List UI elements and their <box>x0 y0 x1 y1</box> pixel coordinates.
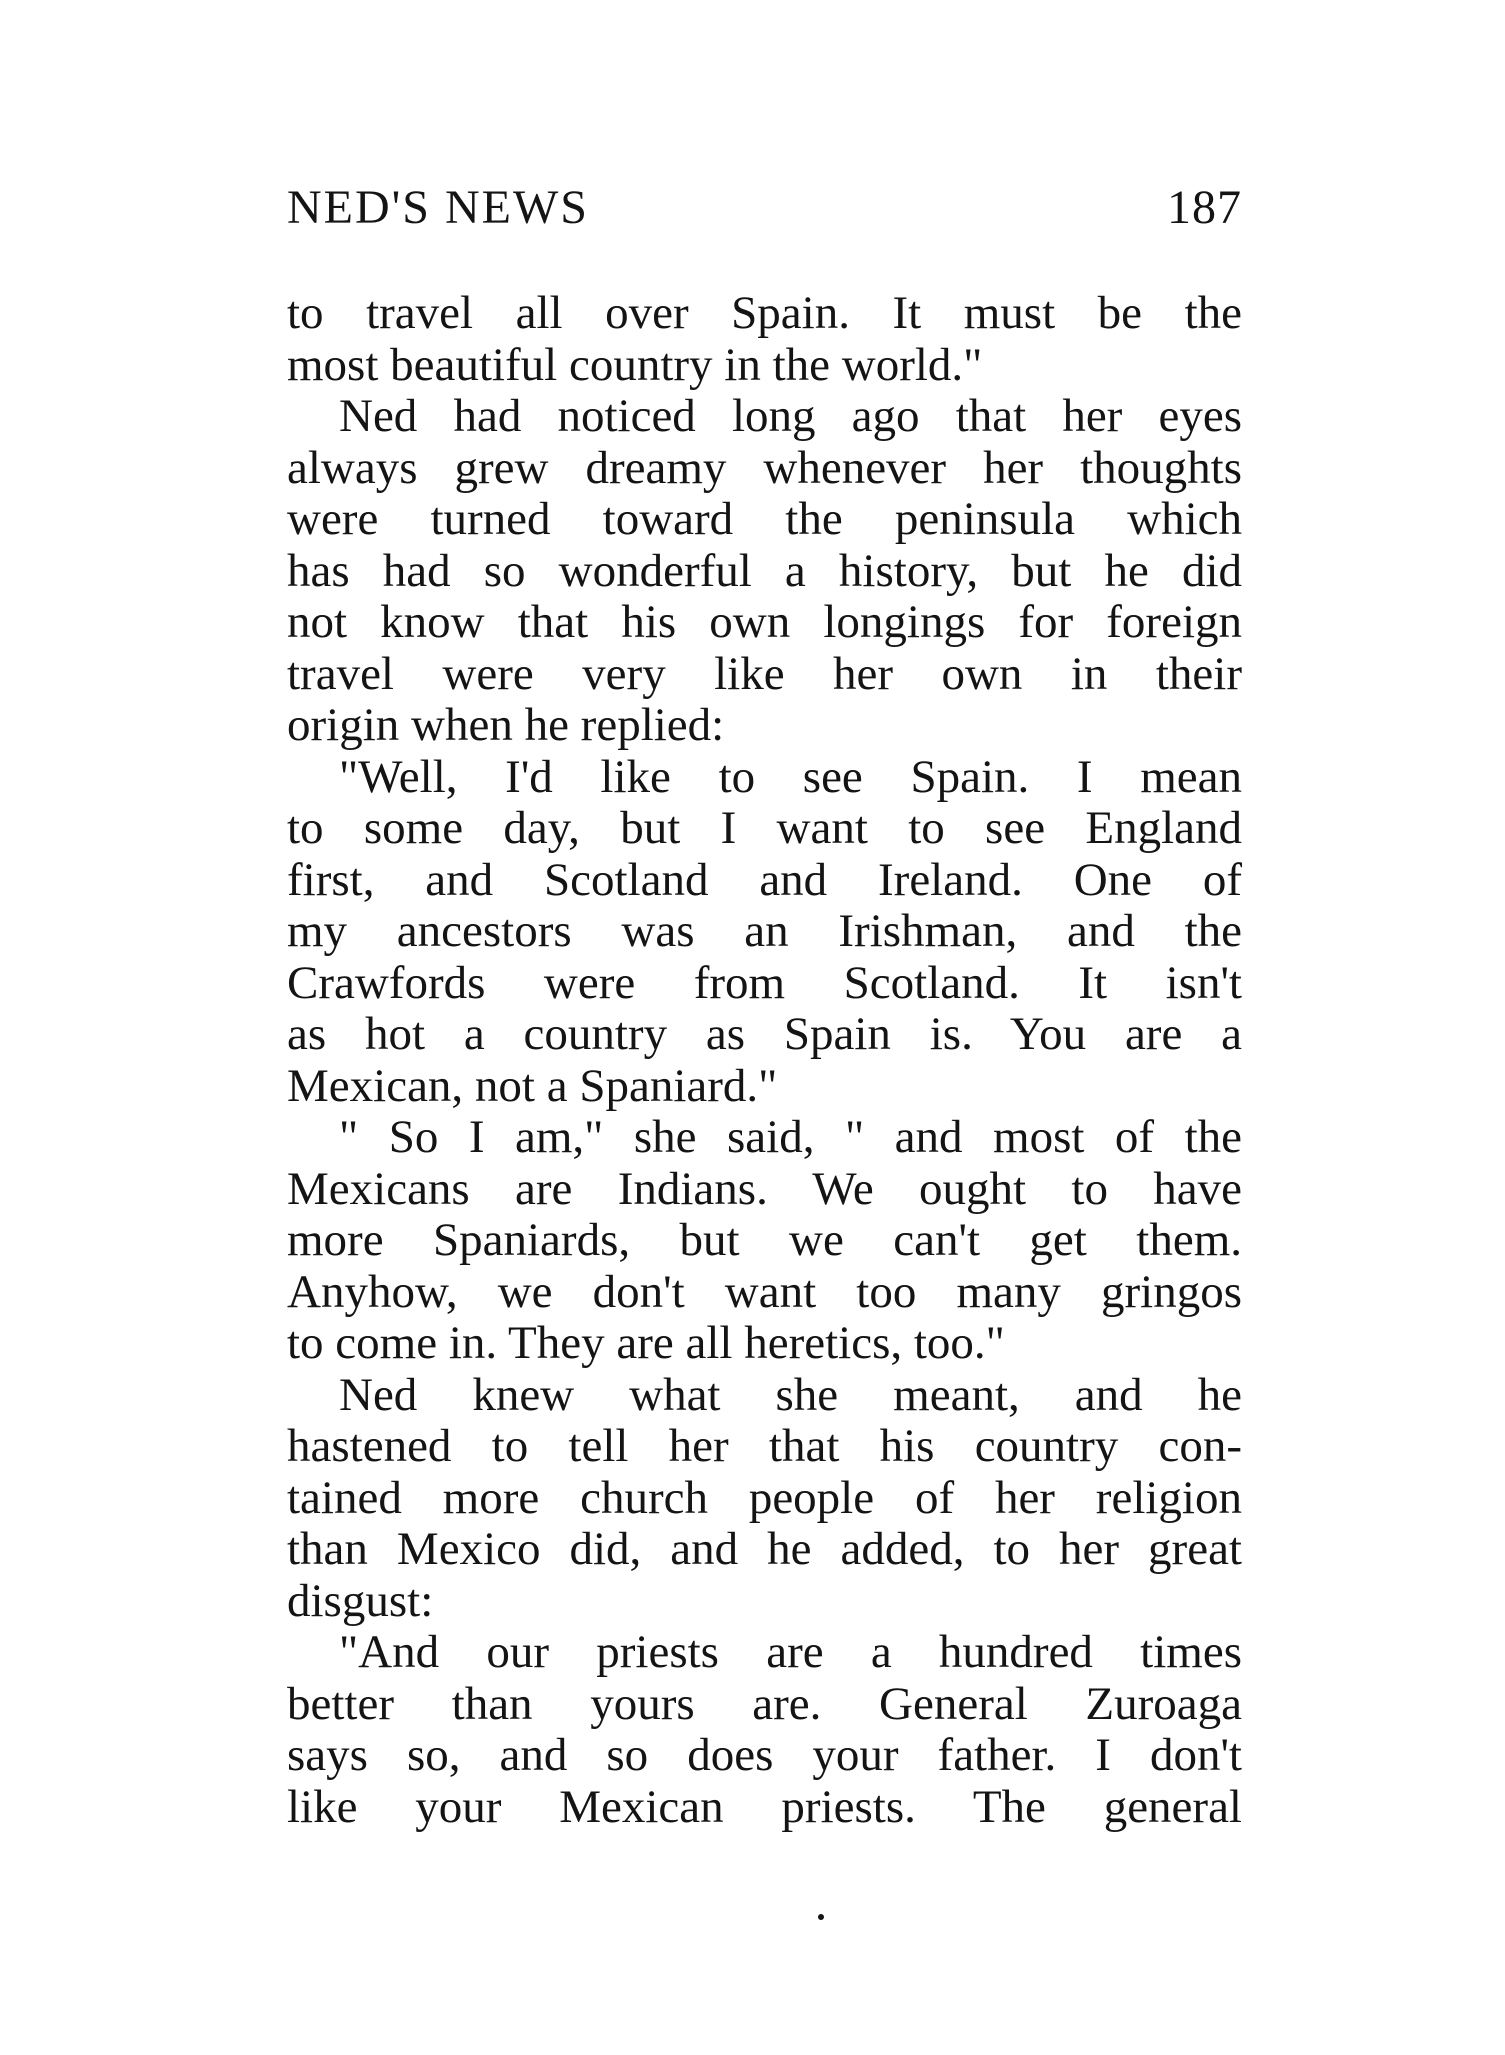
text-line: Ned knew what she meant, and he <box>339 1368 1242 1421</box>
book-page <box>287 178 1242 1833</box>
text-line: disgust: <box>287 1574 434 1627</box>
text-line: than Mexico did, and he added, to her great <box>287 1523 1242 1575</box>
text-line: Anyhow, we don't want too many gringos <box>287 1265 1242 1318</box>
text-line: like your Mexican priests. The general <box>287 1780 1242 1833</box>
text-line: to come in. They are all heretics, too." <box>287 1317 1005 1369</box>
text-line: were turned toward the peninsula which <box>287 493 1242 545</box>
running-head: NED'S NEWS <box>287 181 589 234</box>
text-line: not know that his own longings for foreign <box>287 596 1242 648</box>
text-line: Ned had noticed long ago that her eyes <box>339 390 1242 442</box>
text-line: most beautiful country in the world." <box>287 338 983 391</box>
text-line: has had so wonderful a history, but he did <box>287 544 1242 597</box>
text-line: "Well, I'd like to see Spain. I mean <box>339 750 1242 803</box>
text-line: more Spaniards, but we can't get them. <box>287 1214 1242 1266</box>
text-line: "And our priests are a hundred times <box>339 1626 1242 1678</box>
text-line: Mexican, not a Spaniard." <box>287 1059 778 1112</box>
page-number: 187 <box>1167 181 1242 234</box>
text-line: first, and Scotland and Ireland. One of <box>287 853 1242 906</box>
text-line: better than yours are. General Zuroaga <box>287 1677 1242 1730</box>
text-line: Crawfords were from Scotland. It isn't <box>287 956 1242 1009</box>
text-line: " So I am," she said, " and most of the <box>339 1111 1242 1163</box>
text-line: Mexicans are Indians. We ought to have <box>287 1162 1242 1215</box>
text-line: says so, and so does your father. I don't <box>287 1729 1242 1781</box>
text-line: hastened to tell her that his country con- <box>287 1420 1242 1472</box>
body-text <box>287 288 1242 1833</box>
text-line: tained more church people of her religion <box>287 1471 1242 1524</box>
text-line: as hot a country as Spain is. You are a <box>287 1008 1242 1060</box>
text-line: travel were very like her own in their <box>287 647 1242 700</box>
text-line: always grew dreamy whenever her thoughts <box>287 441 1242 494</box>
text-line: to some day, but I want to see England <box>287 802 1242 854</box>
text-line: origin when he replied: <box>287 699 725 751</box>
text-line: my ancestors was an Irishman, and the <box>287 905 1242 957</box>
text-line: to travel all over Spain. It must be the <box>287 287 1242 339</box>
page-header <box>287 178 1242 238</box>
signature-mark-dot <box>818 1914 824 1920</box>
